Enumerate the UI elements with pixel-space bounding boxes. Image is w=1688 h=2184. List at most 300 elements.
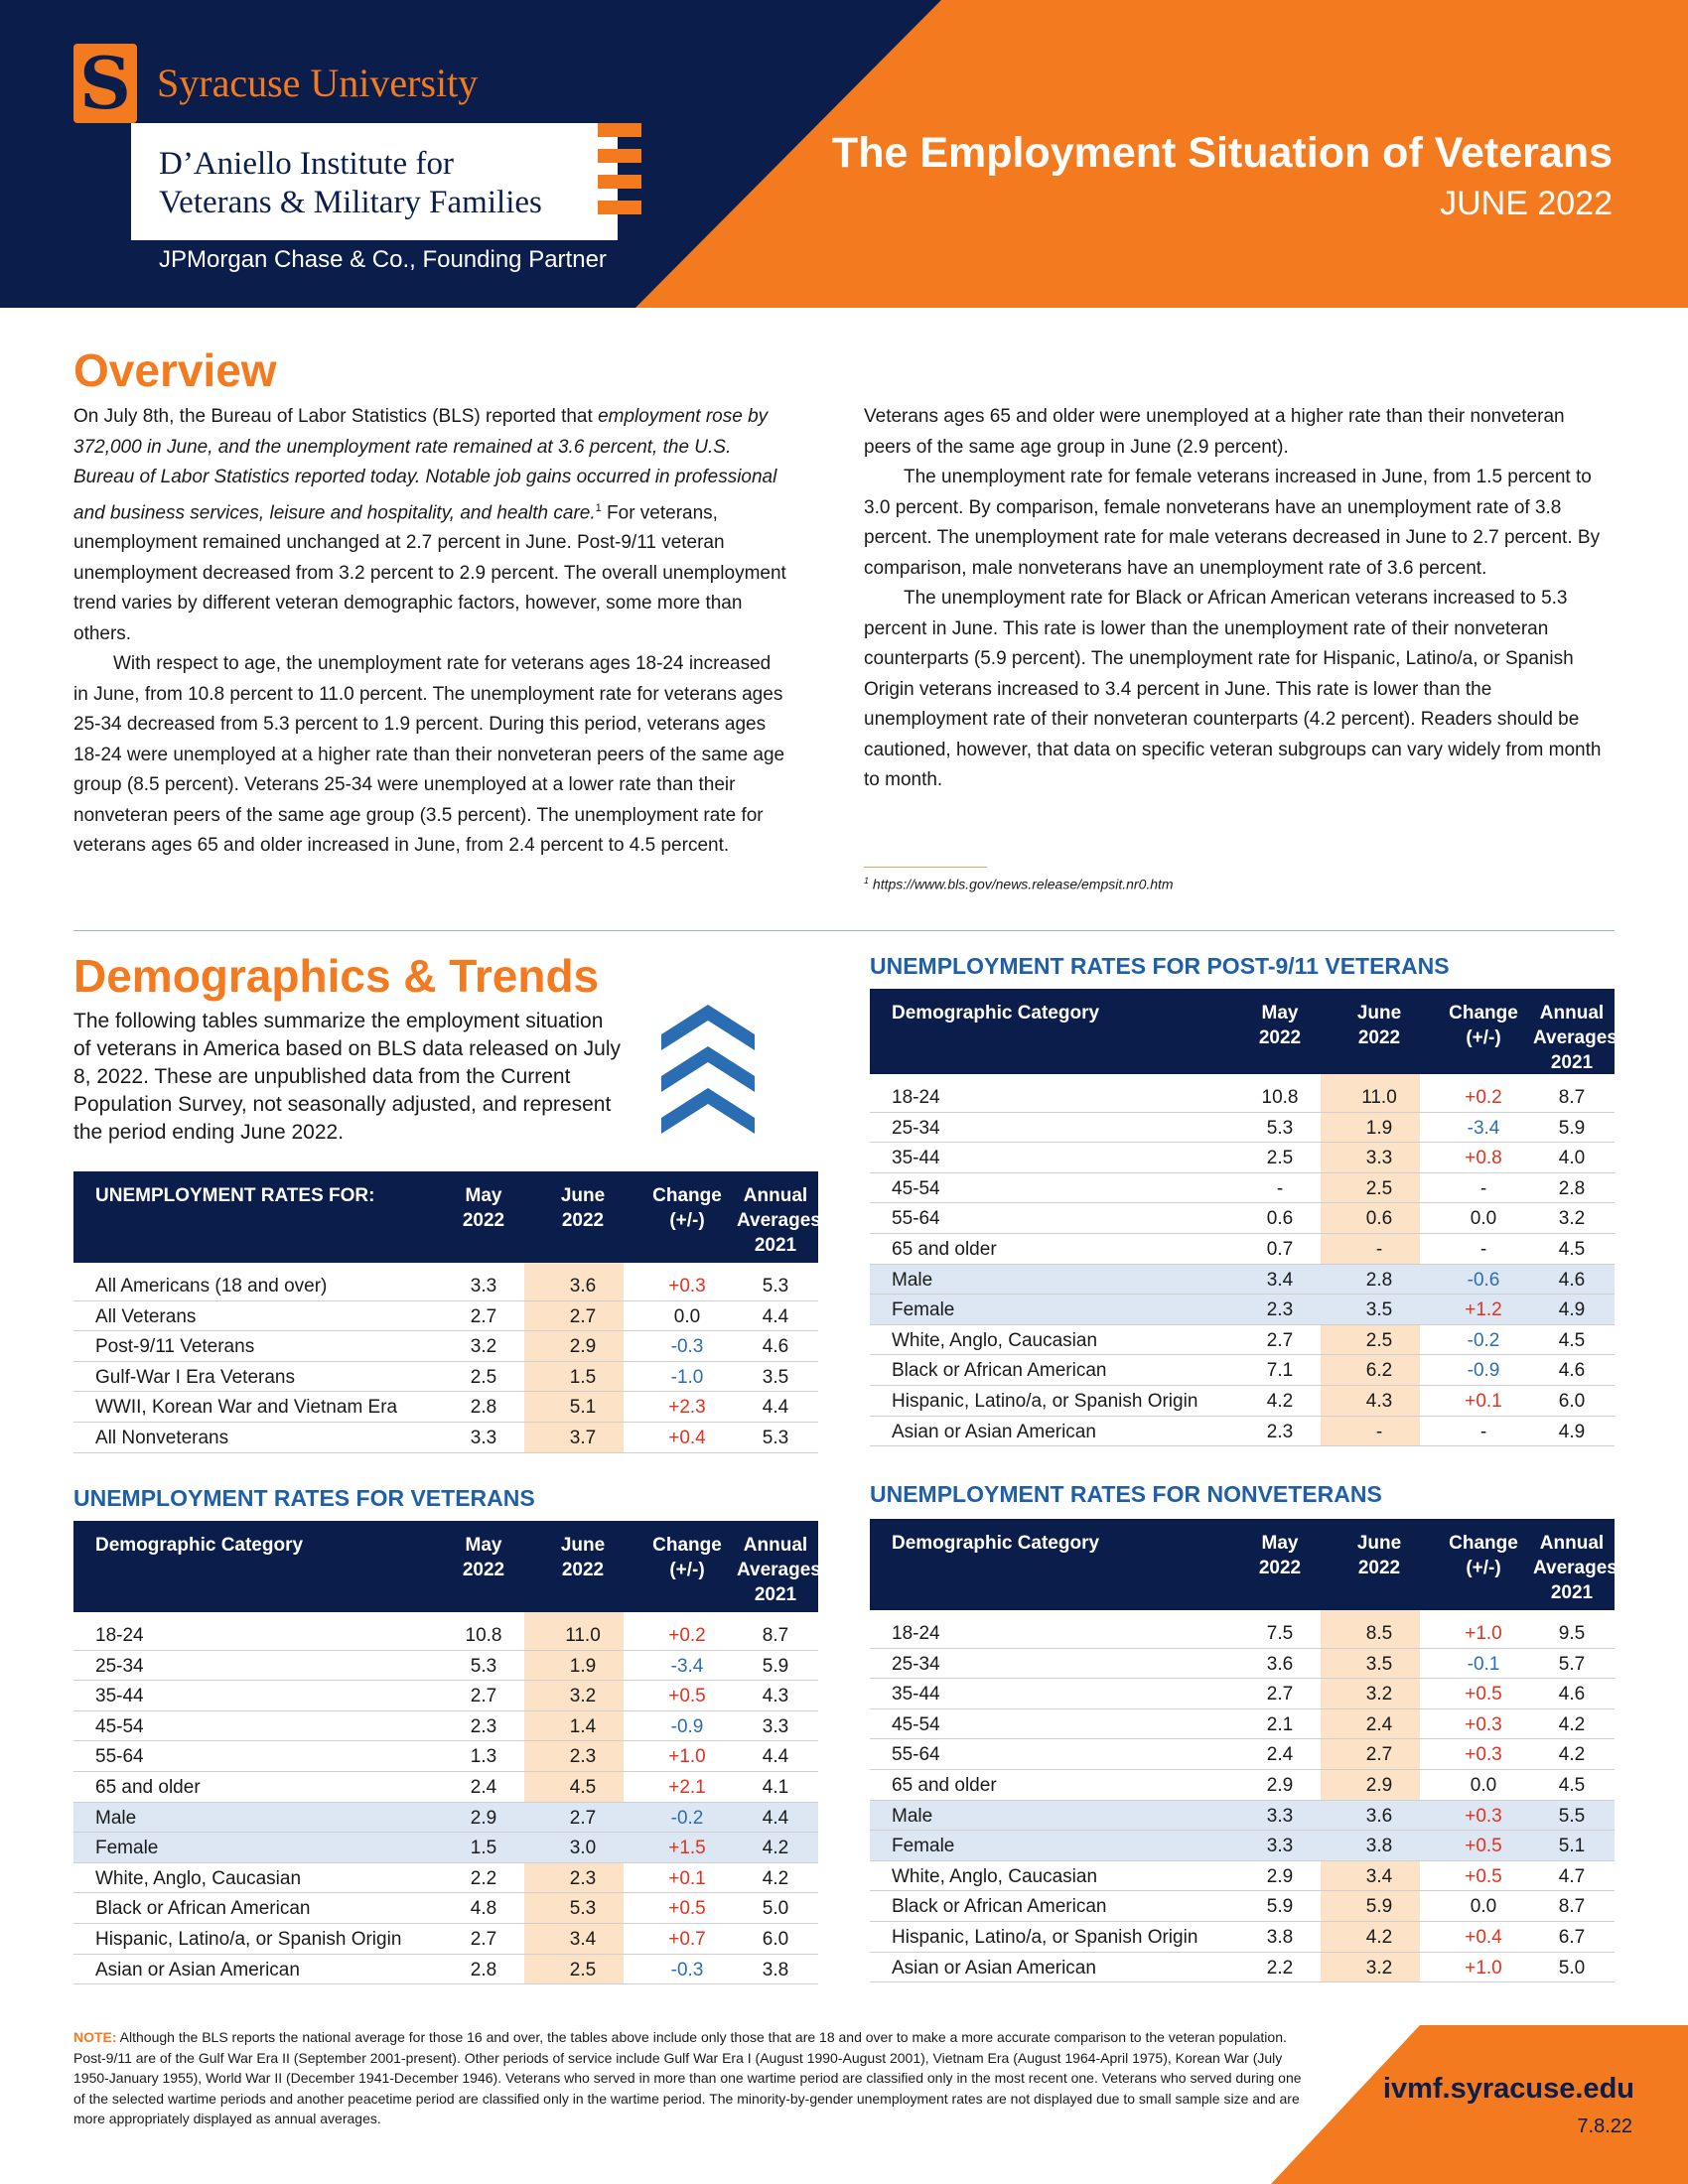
cell-june: 2.4 bbox=[1365, 1713, 1393, 1735]
cell-avg: 4.2 bbox=[1558, 1744, 1586, 1766]
cell-avg: 5.0 bbox=[762, 1898, 789, 1920]
cell-cat: Black or African American bbox=[95, 1898, 311, 1920]
cell-avg: 4.6 bbox=[1558, 1684, 1586, 1706]
cell-may: 2.3 bbox=[1266, 1299, 1294, 1321]
cell-avg: 4.0 bbox=[1558, 1148, 1586, 1169]
cell-cat: 65 and older bbox=[95, 1776, 201, 1798]
cell-chg: +1.2 bbox=[1465, 1299, 1502, 1321]
column-header: June 2022 bbox=[560, 1535, 606, 1580]
cell-june: 1.4 bbox=[569, 1715, 597, 1737]
column-header: May 2022 bbox=[462, 1535, 505, 1580]
table-row bbox=[73, 1772, 818, 1803]
table-row bbox=[73, 1331, 818, 1362]
cell-chg: -3.4 bbox=[1467, 1117, 1500, 1139]
table-body bbox=[73, 1263, 818, 1453]
cell-chg: +1.0 bbox=[668, 1746, 706, 1768]
cell-chg: 0.0 bbox=[1470, 1774, 1497, 1796]
table-row bbox=[73, 1924, 818, 1955]
table-row bbox=[870, 1953, 1615, 1983]
column-header: Annual Averages 2021 bbox=[1533, 1533, 1618, 1603]
column-header: Demographic Category bbox=[95, 1535, 304, 1556]
footnote: $^1$ https://www.bls.gov/news.release/empsit.nr0.htm bbox=[864, 876, 1174, 892]
syracuse-s-logo: S bbox=[73, 44, 137, 123]
cell-june: 3.6 bbox=[569, 1276, 597, 1297]
cell-cat: Asian or Asian American bbox=[892, 1957, 1096, 1979]
cell-june: 5.1 bbox=[569, 1397, 597, 1419]
veterans-table bbox=[73, 1521, 821, 1984]
cell-cat: 65 and older bbox=[892, 1238, 997, 1260]
table-row bbox=[73, 1301, 818, 1332]
cell-avg: 5.7 bbox=[1558, 1653, 1586, 1675]
cell-chg: -0.2 bbox=[1467, 1329, 1500, 1351]
cell-chg: +0.7 bbox=[668, 1928, 706, 1950]
table-row bbox=[73, 1711, 818, 1742]
cell-may: 2.4 bbox=[1266, 1744, 1294, 1766]
cell-avg: 4.4 bbox=[762, 1807, 789, 1829]
table-row bbox=[73, 1955, 818, 1985]
note-label: NOTE: bbox=[73, 2029, 117, 2045]
table-row bbox=[870, 1861, 1615, 1892]
table-body bbox=[870, 1074, 1615, 1446]
cell-june: 2.3 bbox=[569, 1746, 597, 1768]
table-row bbox=[870, 1173, 1615, 1204]
table-row bbox=[870, 1891, 1615, 1922]
cell-cat: Male bbox=[892, 1269, 933, 1291]
cell-may: - bbox=[1276, 1177, 1284, 1199]
cell-cat: Gulf-War I Era Veterans bbox=[95, 1366, 295, 1388]
table-header bbox=[73, 1521, 821, 1612]
cell-may: 0.6 bbox=[1266, 1208, 1294, 1230]
cell-chg: +0.5 bbox=[1465, 1684, 1502, 1706]
cell-avg: 4.2 bbox=[762, 1867, 789, 1889]
cell-avg: 4.5 bbox=[1558, 1329, 1586, 1351]
cell-avg: 4.2 bbox=[762, 1838, 789, 1859]
cell-june: 3.3 bbox=[1365, 1148, 1393, 1169]
cell-chg: +1.0 bbox=[1465, 1957, 1502, 1979]
cell-may: 4.2 bbox=[1266, 1390, 1294, 1412]
cell-june: 3.5 bbox=[1365, 1653, 1393, 1675]
cell-june: 2.7 bbox=[1365, 1744, 1393, 1766]
cell-may: 2.5 bbox=[1266, 1148, 1294, 1169]
cell-chg: +0.2 bbox=[668, 1625, 706, 1646]
post911-table-title: UNEMPLOYMENT RATES FOR POST-9/11 VETERANS bbox=[870, 953, 1450, 979]
footnote-ref: 1 bbox=[595, 501, 602, 514]
cell-june: 3.8 bbox=[1365, 1836, 1393, 1857]
footer-note bbox=[73, 2027, 1305, 2129]
table-header bbox=[870, 989, 1618, 1074]
cell-cat: 45-54 bbox=[892, 1177, 940, 1199]
cell-avg: 4.5 bbox=[1558, 1774, 1586, 1796]
cell-cat: Female bbox=[892, 1299, 955, 1321]
cell-june: 3.5 bbox=[1365, 1299, 1393, 1321]
cell-may: 2.9 bbox=[1266, 1774, 1294, 1796]
cell-may: 4.8 bbox=[470, 1898, 497, 1920]
cell-chg: -0.3 bbox=[670, 1959, 704, 1980]
cell-may: 3.2 bbox=[470, 1336, 497, 1358]
table-row bbox=[73, 1863, 818, 1894]
cell-may: 2.7 bbox=[1266, 1329, 1294, 1351]
cell-cat: 25-34 bbox=[95, 1655, 144, 1677]
cell-chg: +0.3 bbox=[1465, 1805, 1502, 1827]
cell-may: 5.3 bbox=[1266, 1117, 1294, 1139]
overview-paragraph-3: Veterans ages 65 and older were unemployed at a higher rate than their nonveteran peers of the same age group in June (2.9 percent). bbox=[864, 406, 1565, 458]
overview-paragraph-1: On July 8th, the Bureau of Labor Statistics (BLS) reported that employment rose by 372,000 in June, and the unemployment rate remained at 3.6 percent, the U.S. Bureau of Labor Statistics reported today. Notable job gains occurred in professional and business services, leisure and hospitality, and health care.$^1$ For veterans, unemployment remained unchanged at 2.7 percent in June. Post-9/11 veteran unemployment decreased from 3.2 percent to 2.9 percent. The overall unemployment trend varies by different veteran demographic factors, however, some more than others. bbox=[73, 406, 786, 644]
summary-table bbox=[73, 1171, 821, 1453]
cell-cat: 55-64 bbox=[892, 1208, 940, 1230]
founding-partner: JPMorgan Chase & Co., Founding Partner bbox=[159, 246, 607, 273]
cell-chg: +0.8 bbox=[1465, 1148, 1502, 1169]
cell-cat: White, Anglo, Caucasian bbox=[892, 1865, 1098, 1887]
cell-avg: 4.3 bbox=[762, 1686, 789, 1707]
post911-table bbox=[870, 989, 1618, 1446]
cell-june: 2.7 bbox=[569, 1305, 597, 1327]
cell-may: 7.1 bbox=[1266, 1360, 1294, 1382]
cell-cat: WWII, Korean War and Vietnam Era bbox=[95, 1397, 398, 1419]
table-row bbox=[73, 1392, 818, 1423]
cell-cat: White, Anglo, Caucasian bbox=[892, 1329, 1098, 1351]
cell-june: 11.0 bbox=[1361, 1087, 1397, 1108]
table-body bbox=[870, 1610, 1615, 1982]
cell-june: 3.2 bbox=[1365, 1957, 1393, 1979]
cell-cat: Asian or Asian American bbox=[892, 1421, 1096, 1442]
overview-right-column bbox=[864, 402, 1615, 796]
cell-may: 2.3 bbox=[470, 1715, 497, 1737]
cell-june: 1.9 bbox=[569, 1655, 597, 1677]
cell-chg: -0.6 bbox=[1467, 1269, 1500, 1291]
cell-may: 2.7 bbox=[1266, 1684, 1294, 1706]
column-header: Annual Averages 2021 bbox=[737, 1535, 821, 1605]
table-row bbox=[870, 1203, 1615, 1234]
cell-avg: 4.1 bbox=[762, 1776, 789, 1798]
cell-chg: +0.5 bbox=[1465, 1836, 1502, 1857]
cell-avg: 8.7 bbox=[762, 1625, 789, 1646]
cell-avg: 4.6 bbox=[1558, 1269, 1586, 1291]
cell-may: 3.8 bbox=[1266, 1926, 1294, 1948]
column-header: May 2022 bbox=[462, 1185, 505, 1231]
column-header: June 2022 bbox=[1356, 1003, 1402, 1048]
cell-chg: +0.2 bbox=[1465, 1087, 1502, 1108]
overview-heading: Overview bbox=[73, 344, 277, 396]
column-header: May 2022 bbox=[1258, 1533, 1302, 1578]
column-header: June 2022 bbox=[560, 1185, 606, 1231]
cell-cat: 45-54 bbox=[95, 1715, 144, 1737]
cell-june: 3.2 bbox=[569, 1686, 597, 1707]
cell-avg: 4.4 bbox=[762, 1746, 789, 1768]
cell-avg: 4.5 bbox=[1558, 1238, 1586, 1260]
table-row bbox=[870, 1355, 1615, 1386]
cell-cat: All Americans (18 and over) bbox=[95, 1276, 328, 1297]
cell-june: 4.5 bbox=[569, 1776, 597, 1798]
cell-may: 2.9 bbox=[1266, 1865, 1294, 1887]
cell-cat: White, Anglo, Caucasian bbox=[95, 1867, 302, 1889]
cell-avg: 5.3 bbox=[762, 1276, 789, 1297]
cell-cat: Black or African American bbox=[892, 1896, 1107, 1918]
cell-may: 2.2 bbox=[1266, 1957, 1294, 1979]
cell-may: 2.7 bbox=[470, 1305, 497, 1327]
overview-paragraph-4: The unemployment rate for female veterans increased in June, from 1.5 percent to 3.0 percent. By comparison, female nonveterans have an unemployment rate of 3.8 percent. The unemployment rate for male veterans decreased in June to 2.7 percent. By comparison, male nonveterans have an unemployment rate of 3.6 percent. bbox=[864, 467, 1601, 579]
cell-cat: 45-54 bbox=[892, 1713, 940, 1735]
cell-june: 8.5 bbox=[1365, 1623, 1393, 1644]
table-row bbox=[73, 1681, 818, 1711]
table-row bbox=[73, 1271, 818, 1301]
cell-chg: - bbox=[1479, 1238, 1487, 1260]
table-row bbox=[870, 1234, 1615, 1265]
column-header: May 2022 bbox=[1258, 1003, 1302, 1048]
cell-may: 2.7 bbox=[470, 1928, 497, 1950]
cell-chg: +0.3 bbox=[668, 1276, 706, 1297]
cell-cat: Female bbox=[95, 1838, 159, 1859]
release-date: 7.8.22 bbox=[1577, 2116, 1632, 2137]
cell-avg: 4.2 bbox=[1558, 1713, 1586, 1735]
table-row bbox=[870, 1295, 1615, 1325]
cell-chg: -0.9 bbox=[670, 1715, 704, 1737]
cell-may: 7.5 bbox=[1266, 1623, 1294, 1644]
table-row bbox=[870, 1143, 1615, 1173]
cell-chg: +0.3 bbox=[1465, 1744, 1502, 1766]
table-row bbox=[73, 1620, 818, 1651]
table-row bbox=[870, 1922, 1615, 1953]
cell-june: 3.4 bbox=[569, 1928, 597, 1950]
cell-chg: 0.0 bbox=[1470, 1896, 1497, 1918]
cell-chg: +2.3 bbox=[668, 1397, 706, 1419]
cell-chg: -0.3 bbox=[670, 1336, 704, 1358]
cell-june: 2.5 bbox=[1365, 1177, 1393, 1199]
cell-cat: 18-24 bbox=[892, 1623, 940, 1644]
cell-may: 0.7 bbox=[1266, 1238, 1294, 1260]
cell-june: 4.3 bbox=[1365, 1390, 1393, 1412]
cell-avg: 3.5 bbox=[762, 1366, 789, 1388]
cell-june: 0.6 bbox=[1365, 1208, 1393, 1230]
cell-june: 3.0 bbox=[569, 1838, 597, 1859]
table-row bbox=[73, 1651, 818, 1682]
cell-avg: 5.0 bbox=[1558, 1957, 1586, 1979]
cell-chg: - bbox=[1479, 1177, 1487, 1199]
table-row bbox=[870, 1739, 1615, 1770]
cell-chg: +0.5 bbox=[1465, 1865, 1502, 1887]
cell-may: 2.8 bbox=[470, 1397, 497, 1419]
cell-chg: +1.5 bbox=[668, 1838, 706, 1859]
table-row bbox=[870, 1417, 1615, 1447]
cell-avg: 3.2 bbox=[1558, 1208, 1586, 1230]
column-header: Annual Averages 2021 bbox=[1533, 1003, 1618, 1073]
column-header: Demographic Category bbox=[892, 1003, 1100, 1024]
table-row bbox=[870, 1325, 1615, 1356]
institute-name-line-1: D’Aniello Institute for bbox=[159, 146, 454, 182]
cell-cat: All Nonveterans bbox=[95, 1427, 229, 1448]
table-row bbox=[73, 1833, 818, 1863]
cell-may: 2.5 bbox=[470, 1366, 497, 1388]
column-header: Annual Averages 2021 bbox=[737, 1185, 821, 1256]
cell-chg: -1.0 bbox=[670, 1366, 704, 1388]
cell-may: 5.9 bbox=[1266, 1896, 1294, 1918]
column-header: Change (+/-) bbox=[652, 1535, 722, 1580]
university-name: Syracuse University bbox=[157, 61, 479, 105]
nonveterans-table-title: UNEMPLOYMENT RATES FOR NONVETERANS bbox=[870, 1481, 1382, 1507]
cell-may: 1.3 bbox=[470, 1746, 497, 1768]
cell-may: 1.5 bbox=[470, 1838, 497, 1859]
cell-chg: +0.1 bbox=[1465, 1390, 1502, 1412]
cell-cat: 55-64 bbox=[95, 1746, 144, 1768]
cell-avg: 3.3 bbox=[762, 1715, 789, 1737]
cell-june: 11.0 bbox=[565, 1625, 601, 1646]
section-divider bbox=[73, 930, 1615, 931]
cell-cat: 55-64 bbox=[892, 1744, 940, 1766]
chevrons-up-icon bbox=[661, 1003, 755, 1134]
cell-june: 3.6 bbox=[1365, 1805, 1393, 1827]
table-header bbox=[870, 1519, 1618, 1610]
cell-june: 2.5 bbox=[1365, 1329, 1393, 1351]
table-row bbox=[870, 1831, 1615, 1861]
cell-june: 2.7 bbox=[569, 1807, 597, 1829]
table-row bbox=[73, 1423, 818, 1453]
cell-june: 3.7 bbox=[569, 1427, 597, 1448]
table-row bbox=[870, 1709, 1615, 1740]
cell-may: 2.2 bbox=[470, 1867, 497, 1889]
cell-cat: Hispanic, Latino/a, or Spanish Origin bbox=[892, 1390, 1198, 1412]
cell-cat: Hispanic, Latino/a, or Spanish Origin bbox=[95, 1928, 402, 1950]
cell-may: 3.3 bbox=[470, 1427, 497, 1448]
cell-avg: 4.7 bbox=[1558, 1865, 1586, 1887]
cell-cat: Post-9/11 Veterans bbox=[95, 1336, 255, 1358]
cell-june: 5.9 bbox=[1365, 1896, 1393, 1918]
table-row bbox=[870, 1649, 1615, 1680]
note-text: Although the BLS reports the national average for those 16 and over, the tables above include only those that are 18 and over to make a more accurate comparison to the veteran population. Post-9/11 are of the Gulf War Era II (September 2001-present). Other periods of service include Gulf War Era I (August 1990-August 2001), Vietnam Era (August 1964-April 1975), Korean War (July 1950-January 1955), World War II (December 1941-December 1946). Veterans who served in more than one wartime period are classified only in the most recent one. Veterans who served during one of the selected wartime periods and another peacetime period are classified only in the wartime period. The minority-by-gender unemployment rates are not displayed due to small sample size and are more appropriately displayed as annual averages. bbox=[73, 2029, 1302, 2126]
cell-cat: 65 and older bbox=[892, 1774, 997, 1796]
column-header: Change (+/-) bbox=[1449, 1533, 1518, 1578]
column-header: UNEMPLOYMENT RATES FOR: bbox=[95, 1185, 375, 1206]
cell-cat: 18-24 bbox=[95, 1625, 144, 1646]
table-row bbox=[870, 1770, 1615, 1801]
table-row bbox=[870, 1386, 1615, 1417]
cell-avg: 9.5 bbox=[1558, 1623, 1586, 1644]
cell-chg: -3.4 bbox=[670, 1655, 704, 1677]
cell-avg: 5.5 bbox=[1558, 1805, 1586, 1827]
table-row bbox=[870, 1679, 1615, 1709]
column-header: Demographic Category bbox=[892, 1533, 1100, 1554]
cell-june: 1.9 bbox=[1365, 1117, 1393, 1139]
table-row bbox=[73, 1362, 818, 1393]
cell-avg: 4.9 bbox=[1558, 1421, 1586, 1442]
cell-may: 3.3 bbox=[470, 1276, 497, 1297]
cell-may: 2.3 bbox=[1266, 1421, 1294, 1442]
cell-cat: 25-34 bbox=[892, 1117, 940, 1139]
cell-may: 2.7 bbox=[470, 1686, 497, 1707]
cell-may: 3.4 bbox=[1266, 1269, 1294, 1291]
cell-june: 5.3 bbox=[569, 1898, 597, 1920]
cell-avg: 5.1 bbox=[1558, 1836, 1586, 1857]
cell-may: 2.9 bbox=[470, 1807, 497, 1829]
website-link[interactable]: ivmf.syracuse.edu bbox=[1382, 2073, 1634, 2105]
cell-june: 2.8 bbox=[1365, 1269, 1393, 1291]
cell-avg: 4.6 bbox=[1558, 1360, 1586, 1382]
table-row bbox=[73, 1803, 818, 1834]
footnote-url[interactable]: https://www.bls.gov/news.release/empsit.nr0.htm bbox=[869, 876, 1174, 892]
cell-may: 2.8 bbox=[470, 1959, 497, 1980]
cell-avg: 2.8 bbox=[1558, 1177, 1586, 1199]
cell-avg: 6.7 bbox=[1558, 1926, 1586, 1948]
cell-may: 5.3 bbox=[470, 1655, 497, 1677]
cell-may: 10.8 bbox=[1261, 1087, 1299, 1108]
cell-chg: 0.0 bbox=[673, 1305, 701, 1327]
cell-cat: Female bbox=[892, 1836, 955, 1857]
cell-may: 2.4 bbox=[470, 1776, 497, 1798]
cell-chg: -0.1 bbox=[1467, 1653, 1500, 1675]
cell-chg: -0.2 bbox=[670, 1807, 704, 1829]
cell-chg: +0.5 bbox=[668, 1686, 706, 1707]
table-row bbox=[870, 1801, 1615, 1832]
cell-june: 2.9 bbox=[1365, 1774, 1393, 1796]
cell-june: 2.3 bbox=[569, 1867, 597, 1889]
institute-name-box bbox=[131, 123, 618, 240]
cell-may: 3.3 bbox=[1266, 1836, 1294, 1857]
table-row bbox=[73, 1741, 818, 1772]
cell-june: 3.2 bbox=[1365, 1684, 1393, 1706]
cell-cat: Black or African American bbox=[892, 1360, 1107, 1382]
veterans-table-title: UNEMPLOYMENT RATES FOR VETERANS bbox=[73, 1485, 535, 1511]
cell-may: 10.8 bbox=[465, 1625, 502, 1646]
cell-avg: 6.0 bbox=[1558, 1390, 1586, 1412]
cell-may: 2.1 bbox=[1266, 1713, 1294, 1735]
cell-may: 3.6 bbox=[1266, 1653, 1294, 1675]
demographics-heading: Demographics & Trends bbox=[73, 950, 600, 1002]
table-row bbox=[73, 1893, 818, 1924]
cell-chg: +1.0 bbox=[1465, 1623, 1502, 1644]
cell-cat: Hispanic, Latino/a, or Spanish Origin bbox=[892, 1926, 1198, 1948]
cell-avg: 5.9 bbox=[762, 1655, 789, 1677]
cell-avg: 8.7 bbox=[1558, 1896, 1586, 1918]
cell-june: - bbox=[1375, 1421, 1383, 1442]
demographics-intro: The following tables summarize the employment situation of veterans in America based on BLS data released on July 8, 2022. These are unpublished data from the Current Population Survey, not seasonally adjusted, and represent the period ending June 2022. bbox=[73, 1010, 622, 1144]
document-title: The Employment Situation of Veterans bbox=[831, 129, 1613, 177]
cell-avg: 6.0 bbox=[762, 1928, 789, 1950]
cell-chg: - bbox=[1479, 1421, 1487, 1442]
cell-avg: 5.9 bbox=[1558, 1117, 1586, 1139]
cell-cat: Asian or Asian American bbox=[95, 1959, 300, 1980]
cell-avg: 4.4 bbox=[762, 1305, 789, 1327]
cell-avg: 5.3 bbox=[762, 1427, 789, 1448]
table-body bbox=[73, 1612, 818, 1984]
cell-avg: 4.6 bbox=[762, 1336, 789, 1358]
document-date: JUNE 2022 bbox=[1440, 185, 1613, 222]
cell-may: 3.3 bbox=[1266, 1805, 1294, 1827]
cell-chg: +0.4 bbox=[668, 1427, 706, 1448]
page-header bbox=[0, 0, 1688, 308]
cell-chg: +0.1 bbox=[668, 1867, 706, 1889]
cell-cat: Male bbox=[95, 1807, 137, 1829]
cell-chg: -0.9 bbox=[1467, 1360, 1500, 1382]
cell-june: - bbox=[1375, 1238, 1383, 1260]
column-header: Change (+/-) bbox=[1449, 1003, 1518, 1048]
table-row bbox=[870, 1265, 1615, 1296]
cell-june: 3.4 bbox=[1365, 1865, 1393, 1887]
overview-paragraph-2: With respect to age, the unemployment rate for veterans ages 18-24 increased in June, from 10.8 percent to 11.0 percent. The unemployment rate for veterans ages 25-34 decreased from 5.3 percent to 1.9 percent. During this period, veterans ages 18-24 were unemployed at a higher rate than their nonveteran peers of the same age group (8.5 percent). Veterans 25-34 were unemployed at a lower rate than their nonveteran peers of the same age group (3.5 percent). The unemployment rate for veterans ages 65 and older increased in June, from 2.4 percent to 4.5 percent. bbox=[73, 653, 785, 857]
cell-chg: 0.0 bbox=[1470, 1208, 1497, 1230]
cell-avg: 4.4 bbox=[762, 1397, 789, 1419]
cell-cat: 25-34 bbox=[892, 1653, 940, 1675]
cell-june: 2.5 bbox=[569, 1959, 597, 1980]
cell-june: 6.2 bbox=[1365, 1360, 1393, 1382]
cell-cat: All Veterans bbox=[95, 1305, 197, 1327]
cell-cat: 18-24 bbox=[892, 1087, 940, 1108]
table-row bbox=[870, 1618, 1615, 1649]
cell-chg: +0.4 bbox=[1465, 1926, 1502, 1948]
cell-chg: +2.1 bbox=[668, 1776, 706, 1798]
cell-june: 2.9 bbox=[569, 1336, 597, 1358]
cell-chg: +0.3 bbox=[1465, 1713, 1502, 1735]
column-header: June 2022 bbox=[1356, 1533, 1402, 1578]
overview-paragraph-5: The unemployment rate for Black or African American veterans increased to 5.3 percent in June. This rate is lower than the unemployment rate of their nonveteran counterparts (5.9 percent). The unemployment rate for Hispanic, Latino/a, or Spanish Origin veterans increased to 3.4 percent in June. This rate is lower than the unemployment rate of their nonveteran counterparts (4.2 percent). Readers should be cautioned, however, that data on specific veteran subgroups can vary widely from month to month. bbox=[864, 588, 1602, 790]
cell-chg: +0.5 bbox=[668, 1898, 706, 1920]
